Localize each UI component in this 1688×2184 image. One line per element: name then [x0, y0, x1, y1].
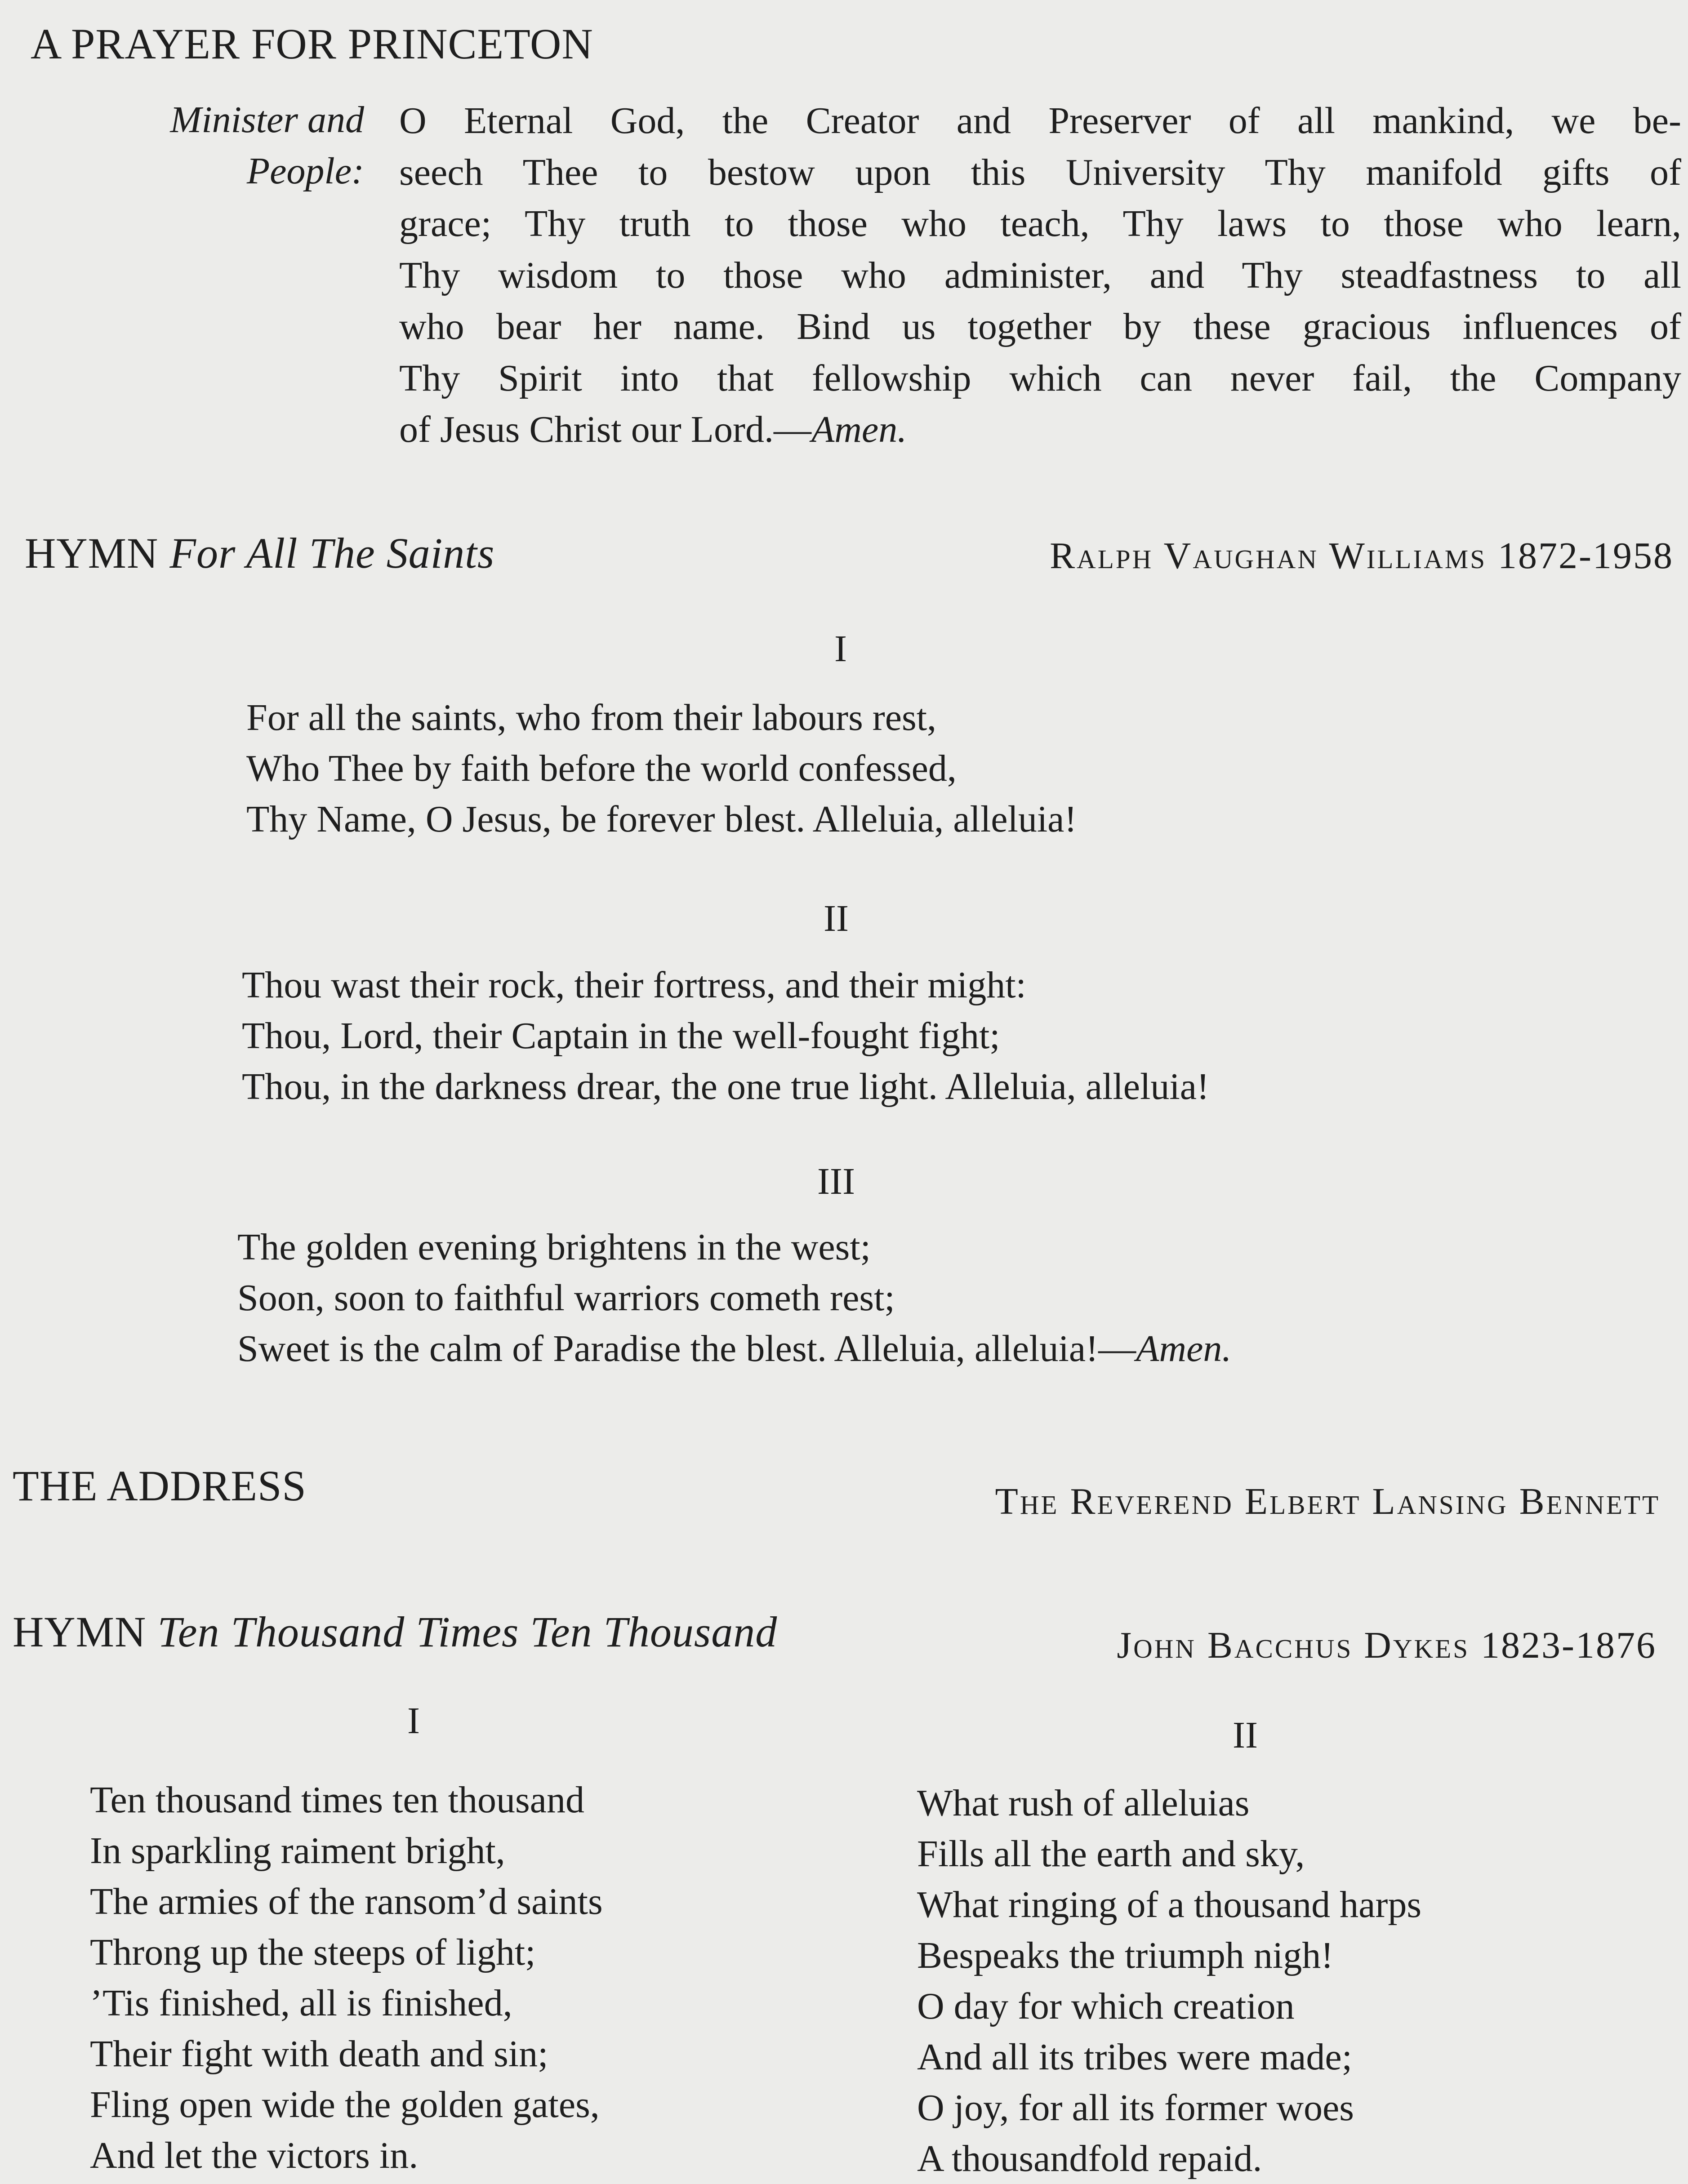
prayer-line: grace; Thy truth to those who teach, Thy laws to those who learn, — [399, 203, 1681, 245]
address-speaker: The Reverend Elbert Lansing Bennett — [995, 1481, 1660, 1522]
hymn2-verse-2-numeral: II — [1233, 1714, 1258, 1756]
verse-line: ’Tis finished, all is finished, — [90, 1982, 512, 2024]
hymn2-verse-1 — [90, 1775, 603, 2181]
verse-line: Their fight with death and sin; — [90, 2033, 548, 2075]
hymn1-verse-2 — [242, 960, 1209, 1112]
hymn1-verse-3 — [237, 1222, 1231, 1374]
hymn1-composer: Ralph Vaughan Williams — [1050, 535, 1487, 577]
verse-line: Throng up the steeps of light; — [90, 1931, 536, 1973]
verse-line: Who Thee by faith before the world confessed, — [246, 747, 957, 789]
rubric-line-2: People: — [246, 150, 364, 192]
prayer-amen: Amen. — [811, 409, 907, 450]
prayer-last-text: of Jesus Christ our Lord.— — [399, 409, 811, 450]
verse-line: A thousandfold repaid. — [917, 2138, 1262, 2180]
verse-line: For all the saints, who from their labours rest, — [246, 697, 937, 738]
hymn2-label: HYMN — [13, 1608, 147, 1656]
verse-line: The golden evening brightens in the west; — [237, 1226, 871, 1268]
hymn1-verse-3-numeral: III — [817, 1161, 855, 1202]
hymn2-composer-credit — [1117, 1624, 1657, 1667]
verse-line-with-amen — [237, 1323, 1231, 1374]
hymn1-verse-2-numeral: II — [824, 898, 849, 939]
hymn2-verse-2 — [917, 1778, 1421, 2184]
verse-line: What rush of alleluias — [917, 1782, 1250, 1824]
prayer-line: Thy Spirit into that fellowship which can never fail, the Company — [399, 357, 1681, 399]
verse-line: Fling open wide the golden gates, — [90, 2084, 600, 2126]
verse-line: Thy Name, O Jesus, be forever blest. Alleluia, alleluia! — [246, 798, 1077, 840]
hymn1-years: 1872-1958 — [1498, 535, 1674, 577]
verse-line: Bespeaks the triumph nigh! — [917, 1935, 1334, 1976]
prayer-last-line — [399, 404, 1681, 456]
prayer-text — [399, 95, 1681, 456]
prayer-line: O Eternal God, the Creator and Preserver of all mankind, we be- — [399, 100, 1681, 142]
verse-line: Thou, Lord, their Captain in the well-fought fight; — [242, 1015, 1000, 1057]
verse-line: Thou wast their rock, their fortress, and their might: — [242, 964, 1026, 1006]
verse-line: O day for which creation — [917, 1985, 1295, 2027]
verse-line: Thou, in the darkness drear, the one true light. Alleluia, alleluia! — [242, 1066, 1209, 1108]
hymn2-title: Ten Thousand Times Ten Thousand — [157, 1608, 778, 1656]
verse-line: And all its tribes were made; — [917, 2036, 1353, 2078]
prayer-line: seech Thee to bestow upon this University Thy manifold gifts of — [399, 151, 1681, 193]
hymn2-composer: John Bacchus Dykes — [1117, 1624, 1470, 1666]
hymn1-title: For All The Saints — [169, 529, 495, 577]
verse-line: And let the victors in. — [90, 2135, 419, 2176]
verse-line: O joy, for all its former woes — [917, 2087, 1354, 2129]
hymn1-label: HYMN — [25, 529, 159, 577]
verse-line: The armies of the ransom’d saints — [90, 1881, 603, 1922]
rubric-line-1: Minister and — [170, 99, 364, 141]
verse-line: Ten thousand times ten thousand — [90, 1779, 584, 1821]
prayer-heading: A PRAYER FOR PRINCETON — [31, 20, 593, 68]
prayer-line: who bear her name. Bind us together by these gracious influences of — [399, 306, 1681, 347]
hymn1-heading — [25, 528, 494, 578]
hymn1-verse-1-numeral: I — [834, 628, 847, 670]
verse-line: Soon, soon to faithful warriors cometh rest; — [237, 1277, 895, 1319]
hymn1-amen: Amen. — [1136, 1328, 1232, 1370]
address-heading: THE ADDRESS — [13, 1462, 307, 1510]
hymn2-years: 1823-1876 — [1481, 1624, 1657, 1666]
prayer-line: Thy wisdom to those who administer, and Thy steadfastness to all — [399, 254, 1681, 296]
hymn1-composer-credit — [1050, 534, 1674, 578]
verse-line-text: Sweet is the calm of Paradise the blest. Alleluia, alleluia!— — [237, 1328, 1136, 1370]
verse-line: What ringing of a thousand harps — [917, 1884, 1422, 1926]
prayer-rubric — [90, 94, 364, 197]
hymn2-heading — [13, 1607, 777, 1657]
hymn2-verse-1-numeral: I — [407, 1700, 420, 1742]
hymn1-verse-1 — [246, 692, 1077, 845]
verse-line: In sparkling raiment bright, — [90, 1830, 505, 1872]
verse-line: Fills all the earth and sky, — [917, 1833, 1305, 1875]
